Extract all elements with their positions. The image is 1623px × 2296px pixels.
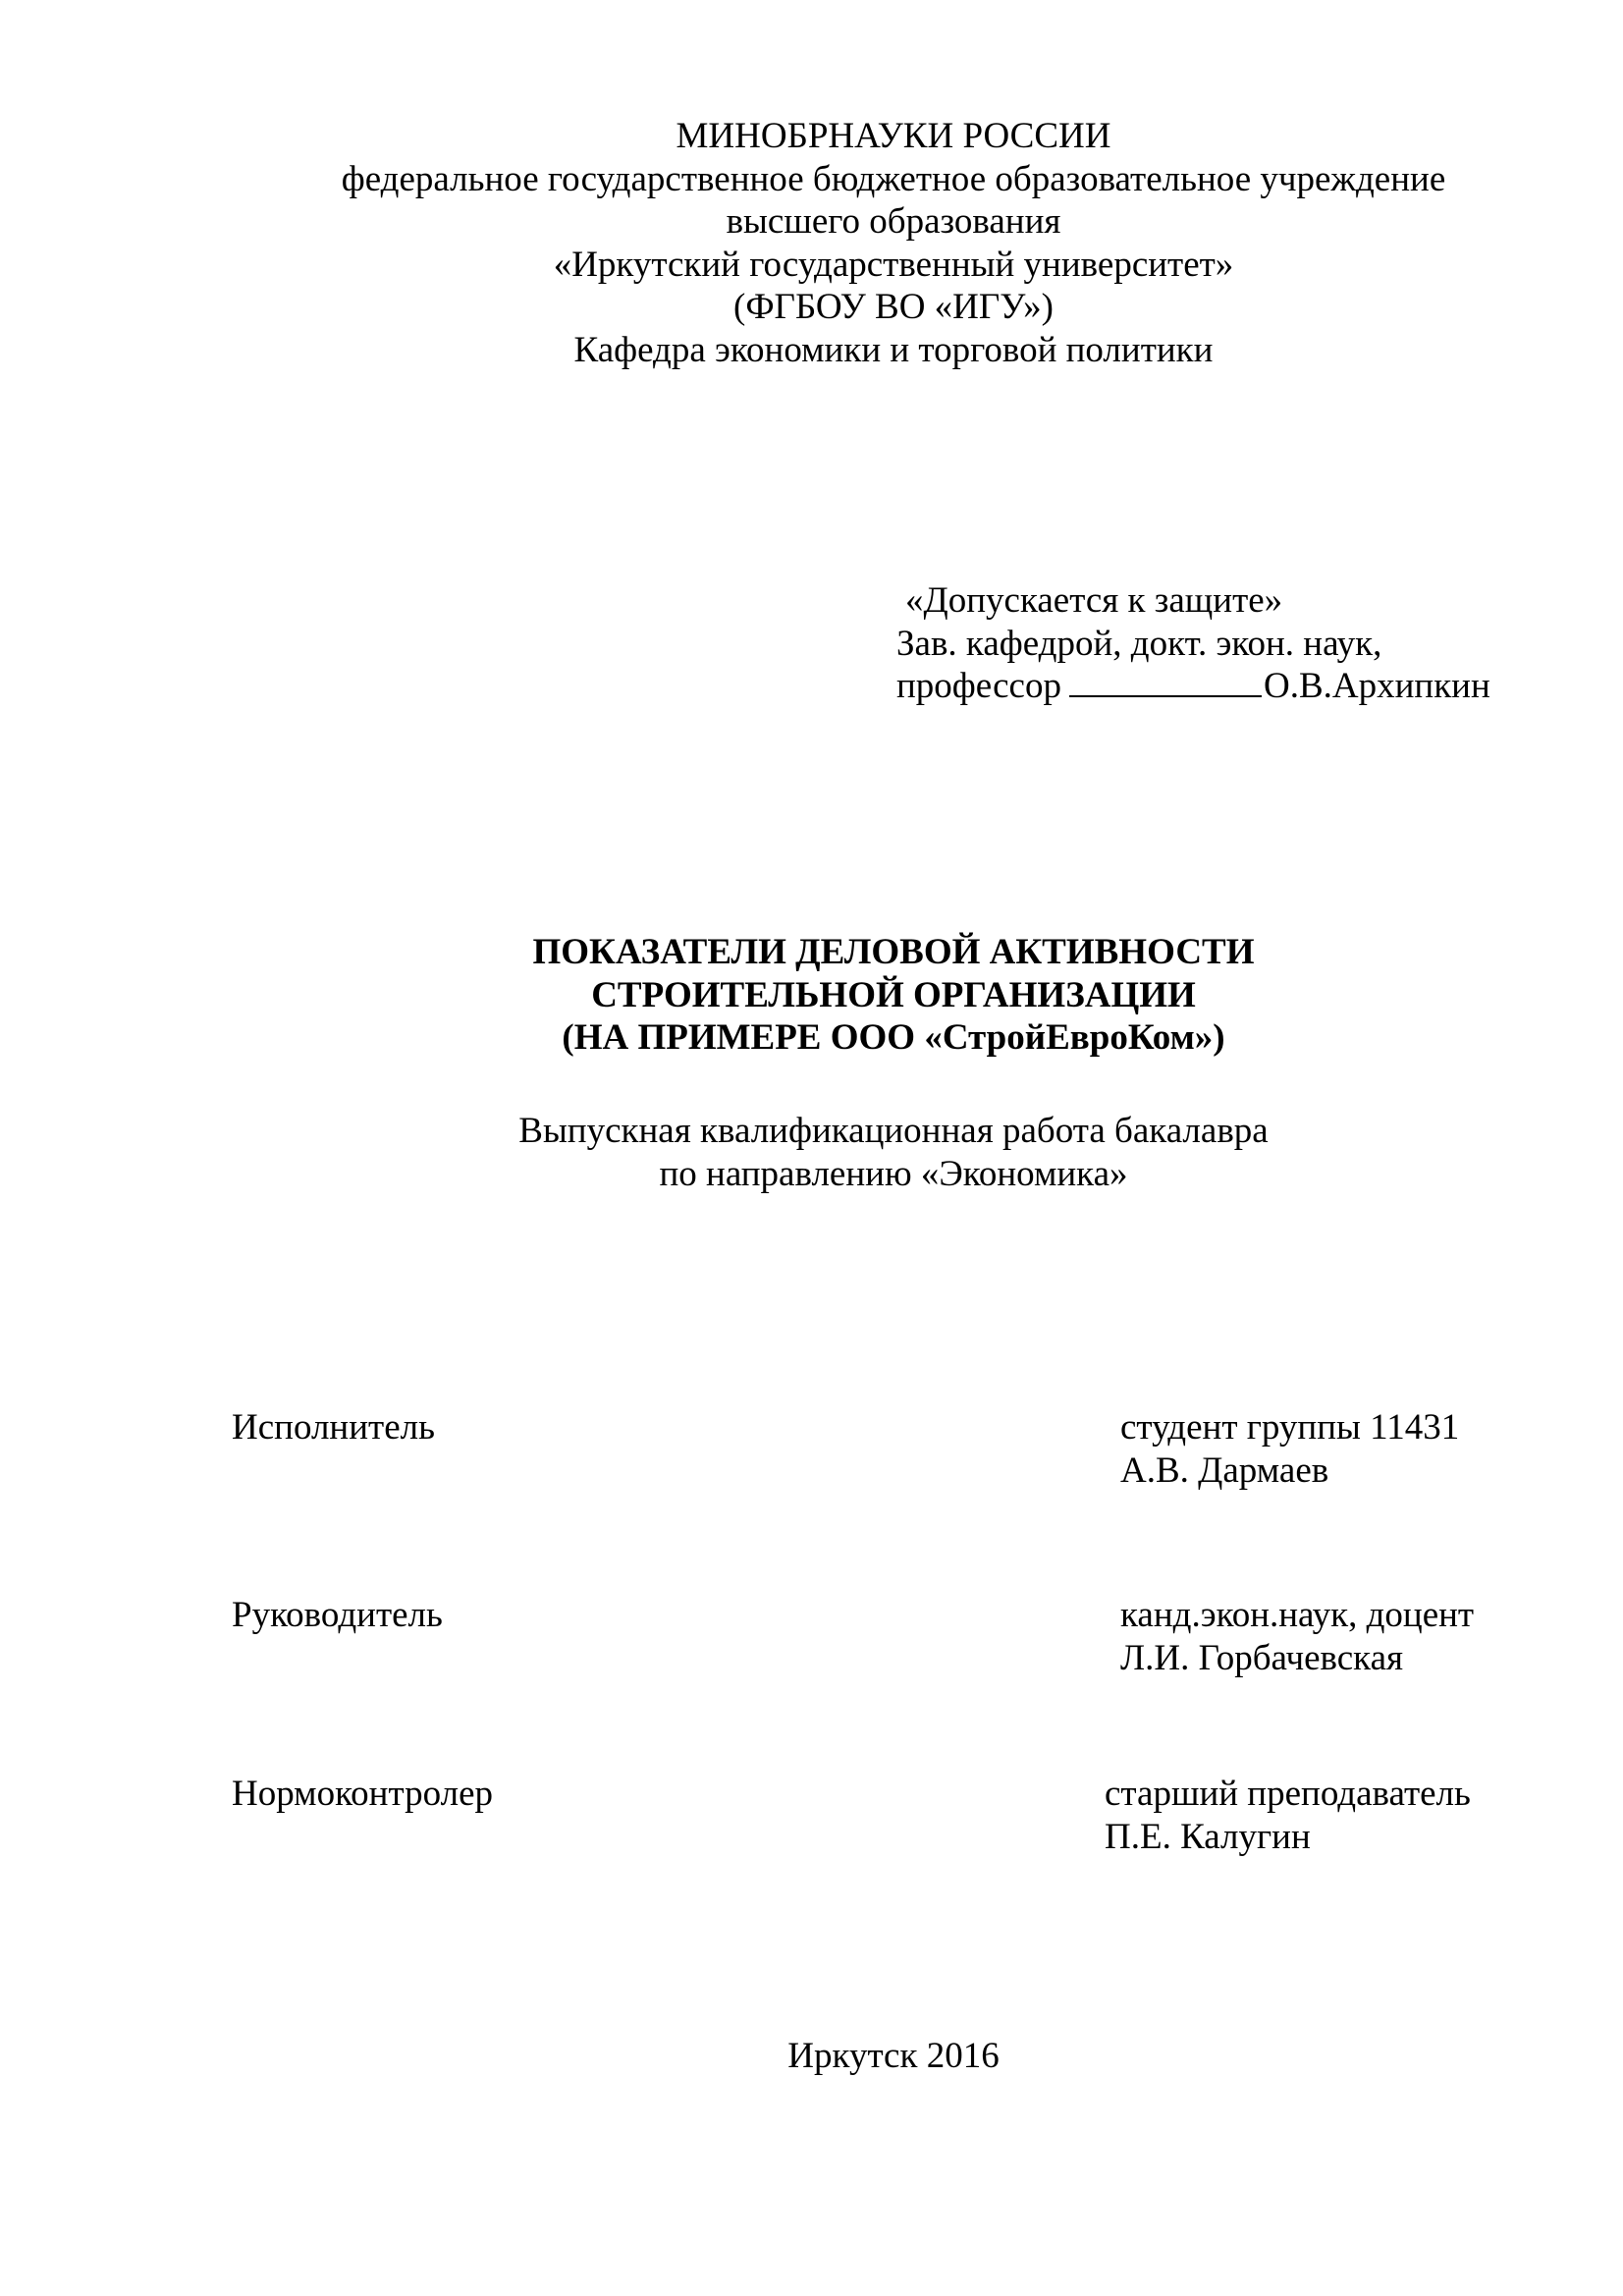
thesis-title-line-1: ПОКАЗАТЕЛИ ДЕЛОВОЙ АКТИВНОСТИ (532, 932, 1255, 972)
role-value-executor (1120, 1406, 1459, 1492)
thesis-title-line-3: (НА ПРИМЕРЕ ООО «СтройЕвроКом») (562, 1017, 1225, 1058)
executor-position: студент группы 11431 (1120, 1407, 1460, 1448)
signature-blank (1069, 666, 1262, 697)
approval-title: профессор (896, 666, 1061, 706)
department-name: Кафедра экономики и торговой политики (573, 329, 1214, 370)
supervisor-name: Л.И. Горбачевская (1120, 1637, 1404, 1678)
executor-name: А.В. Дармаев (1120, 1449, 1329, 1491)
normcontroller-name: П.Е. Калугин (1105, 1816, 1311, 1857)
thesis-title (196, 931, 1591, 1060)
role-label-supervisor: Руководитель (232, 1595, 443, 1635)
study-direction: по направлению «Экономика» (659, 1153, 1128, 1194)
approval-position: Зав. кафедрой, докт. экон. наук, (896, 623, 1382, 664)
city-year-text: Иркутск 2016 (787, 2036, 1000, 2076)
education-level: высшего образования (726, 201, 1061, 242)
role-value-normcontroller (1105, 1773, 1471, 1858)
approval-block (896, 579, 1584, 708)
university-abbreviation: (ФГБОУ ВО «ИГУ») (733, 287, 1054, 327)
role-label-normcontroller: Нормоконтролер (232, 1774, 493, 1814)
approval-signer-name: О.В.Архипкин (1263, 666, 1490, 706)
thesis-subtitle (196, 1110, 1591, 1195)
approval-heading: «Допускается к защите» (905, 580, 1283, 621)
work-type: Выпускная квалификационная работа бакалавра (518, 1111, 1269, 1151)
city-year (196, 2035, 1591, 2078)
role-label-executor: Исполнитель (232, 1407, 435, 1448)
approval-signature-line (896, 665, 1584, 708)
normcontroller-position: старший преподаватель (1105, 1774, 1471, 1814)
thesis-title-line-2: СТРОИТЕЛЬНОЙ ОРГАНИЗАЦИИ (591, 974, 1196, 1015)
university-name: «Иркутский государственный университет» (553, 244, 1234, 285)
ministry-name: МИНОБРНАУКИ РОССИИ (676, 116, 1111, 156)
role-value-supervisor (1120, 1594, 1474, 1679)
university-header (196, 115, 1591, 371)
supervisor-position: канд.экон.наук, доцент (1120, 1595, 1475, 1635)
institution-type: федеральное государственное бюджетное образовательное учреждение (341, 158, 1446, 199)
